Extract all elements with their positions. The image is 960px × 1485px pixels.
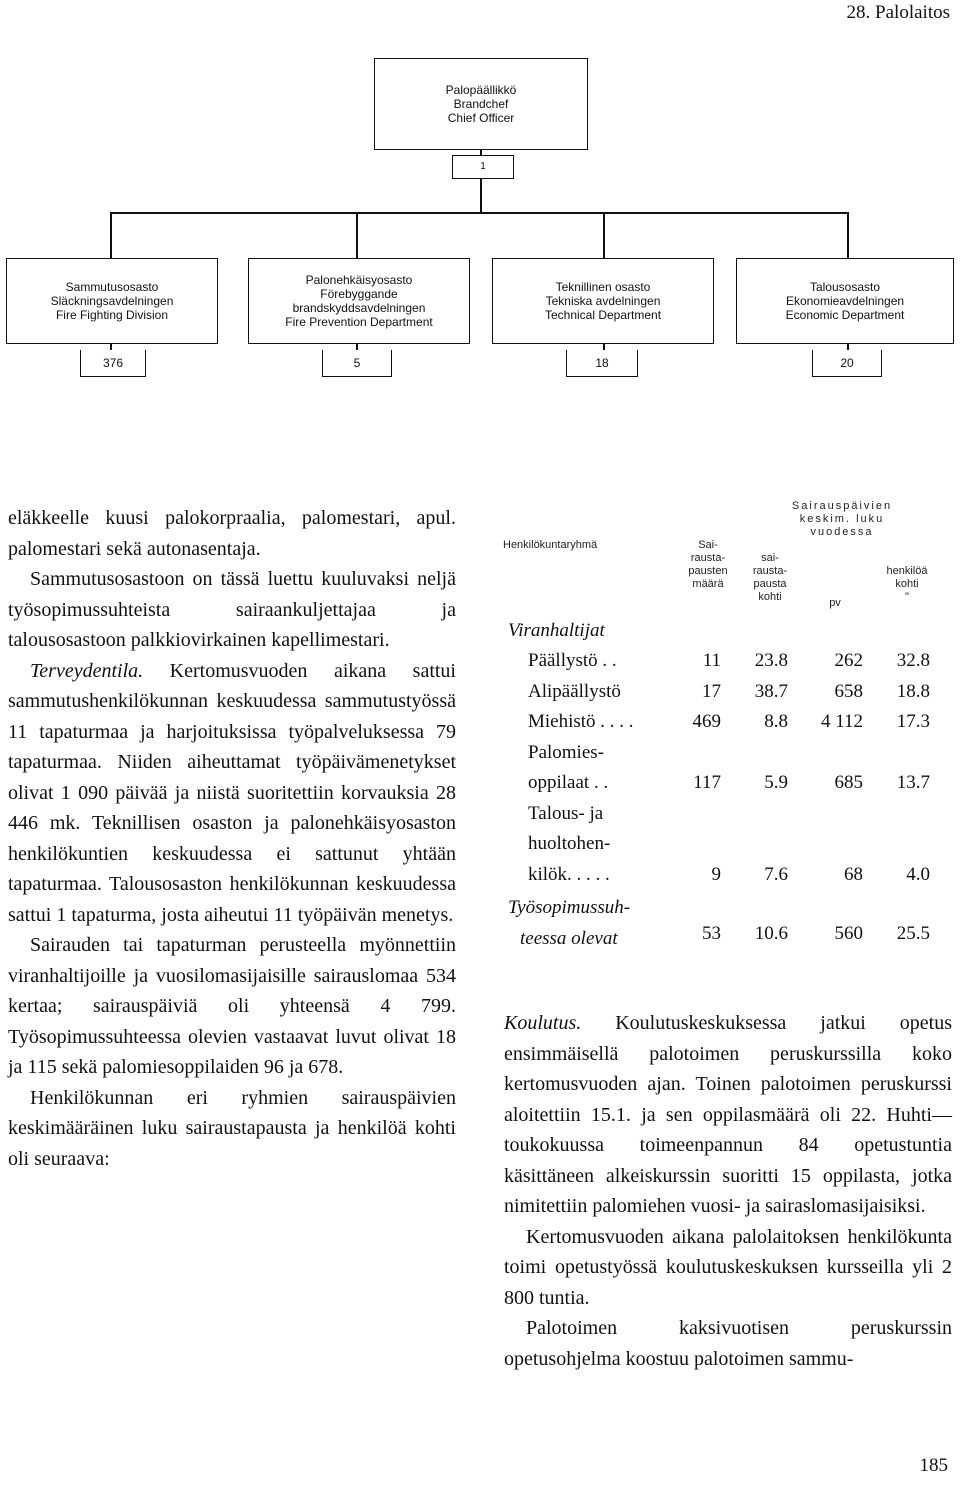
cell-per-case: 23.8 [754, 650, 788, 671]
health-body: Kertomusvuoden aikana sattui sammutushenkilökunnan keskuudessa sammutustyössä 11 tapaturmaa ja harjoituksissa työpalveluksessa 79 tapaturmaa. Niiden aiheuttamat työpäivämenetykset olivat 1 090 päivää ja niistä suoritettiin korvauksia 28 446 mk. Teknillisen osaston ja palonehkäisyosaston henkilökuntien keskuudessa ei sattunut yhtään tapaturmaa. Talousosaston henkilökunnan keskuudessa sattui 1 tapaturma, josta aiheutui 11 työpäivän menetys. [8, 659, 456, 926]
paragraph-sick-leave: Sairauden tai tapaturman perusteella myönnettiin viranhaltijoille ja vuosilomasijaisille sairauslomaa 534 kertaa; sairauspäiviä oli yhteensä 4 799. Työsopimussuhteessa olevien vastaavat luvut olivat 18 ja 115 sekä palomiesoppilaiden 96 ja 678. [8, 934, 456, 1078]
cell-pv: 685 [834, 772, 863, 793]
page-number: 185 [919, 1455, 948, 1476]
cell-label: kilök. . . . . [528, 863, 610, 885]
table-row [0, 833, 960, 863]
group-header-line3: vuodessa [810, 526, 874, 538]
dept-economic [736, 258, 954, 344]
col-cases-line1: Sai- [698, 539, 718, 551]
dept-name-fi: Sammutusosasto [65, 280, 159, 294]
paragraph-staff-note: Sammutusosastoon on tässä luettu kuuluvaksi neljä työsopimussuhteista sairaankuljettajaa ja talousosastoon palkkiovirkainen kapellimestari. [8, 568, 456, 651]
col-per-person-line3: " [905, 591, 909, 603]
dept-technical [492, 258, 714, 344]
dept-name-sv: Tekniska avdelningen [545, 294, 661, 308]
col-cases-line4: määrä [692, 578, 724, 590]
group-header-line2: keskim. luku [799, 513, 885, 525]
small-box [452, 155, 514, 179]
section-officials: Viranhaltijat [508, 620, 605, 641]
cell-cases: 17 [702, 680, 721, 702]
cell-label: Talous- ja [528, 802, 604, 824]
group-header-line1: Sairauspäivien [791, 500, 893, 512]
cell-pv: 658 [834, 680, 863, 702]
cell-label: Alipäällystö [528, 680, 621, 702]
heading-training: Koulutus. [504, 1012, 582, 1034]
cell-per-person: 13.7 [896, 772, 930, 793]
cell-per-case: 7.6 [764, 863, 788, 885]
count-value: 376 [102, 356, 124, 370]
paragraph-retirement: eläkkeelle kuusi palokorpraalia, palomestari, apul. palomestari sekä autonasentaja. [8, 507, 456, 560]
training-body: Koulutuskeskuksessa jatkui opetus ensimmäisellä palotoimen peruskurssilla koko kertomusvuoden ajan. Toinen palotoimen peruskurssi aloitettiin 15.1. ja sen oppilasmäärä oli 22. Huhti—toukokuussa toimeenpannun 84 opetustuntia käsittäneen alkeiskurssin suoritti 15 oppilasta, jotka nimitettiin palomiehen vuosi- ja sairaslomasijaisiksi. [504, 1012, 952, 1217]
col-cases-line3: pausten [688, 565, 728, 577]
count-fire-prevention [322, 350, 392, 377]
table-row [0, 772, 960, 802]
table-row [0, 864, 960, 894]
cell-label: huoltohen- [528, 833, 611, 854]
cell-per-person: 25.5 [896, 923, 930, 944]
paragraph-curriculum: Palotoimen kaksivuotisen peruskurssin opetusohjelma koostuu palotoimen sammu- [504, 1317, 952, 1370]
table-row [0, 742, 960, 772]
paragraph-table-intro: Henkilökunnan eri ryhmien sairauspäivien keskimääräinen luku sairaustapausta ja henkilöä kohti oli seuraava: [8, 1086, 456, 1170]
dept-name-en: Fire Fighting Division [55, 308, 169, 322]
cell-cases: 9 [711, 863, 721, 885]
dept-name-en: Fire Prevention Department [285, 315, 433, 329]
chief-title-en: Chief Officer [447, 111, 515, 125]
cell-cases: 53 [702, 923, 721, 944]
dept-name-en: Technical Department [544, 308, 662, 322]
dept-name-en: Economic Department [785, 308, 905, 322]
dept-name-sv-2: brandskyddsavdelningen [292, 301, 426, 315]
paragraph-teaching: Kertomusvuoden aikana palolaitoksen henkilökunta toimi opetustyössä koulutuskeskuksen kursseilla yli 2 800 tuntia. [504, 1225, 952, 1309]
cell-per-person: 17.3 [896, 711, 930, 732]
chief-box [374, 58, 588, 150]
table-row [0, 681, 960, 711]
cell-label: oppilaat . . [528, 772, 609, 793]
dept-name-sv: Förebyggande [320, 287, 398, 301]
cell-per-case: 10.6 [754, 923, 788, 944]
col-per-case-line2: rausta- [752, 565, 788, 577]
count-technical [566, 350, 638, 377]
col-header-per-person [872, 565, 942, 604]
cell-per-person: 18.8 [896, 680, 930, 702]
count-value: 5 [353, 356, 361, 370]
cell-per-person: 4.0 [906, 863, 930, 885]
heading-health: Terveydentila. [30, 659, 144, 682]
page-header: 28. Palolaitos [846, 2, 950, 23]
col-per-case-line3: pausta [753, 578, 787, 590]
chief-title-fi: Palopäällikkö [445, 83, 517, 97]
table-group-header [752, 500, 932, 539]
count-value: 18 [595, 356, 609, 370]
dept-name-sv: Ekonomieavdelningen [785, 294, 905, 308]
section-contract-line2: teessa olevat [520, 928, 618, 949]
col-header-cases [678, 539, 738, 591]
count-fire-fighting [80, 350, 146, 377]
cell-label: Palomies- [528, 741, 604, 763]
section-contract-line1: Työsopimussuh- [508, 897, 631, 918]
cell-per-case: 5.9 [764, 772, 788, 793]
dept-name-fi: Palonehkäisyosasto [305, 273, 413, 287]
count-economic [812, 350, 882, 377]
table-row [0, 711, 960, 741]
cell-cases: 469 [692, 711, 721, 732]
table-row-contract [0, 923, 960, 953]
cell-per-case: 8.8 [764, 711, 788, 732]
dept-name-fi: Talousosasto [809, 280, 881, 294]
dept-fire-fighting [6, 258, 218, 344]
dept-name-sv: Släckningsavdelningen [50, 294, 174, 308]
chief-title-sv: Brandchef [453, 97, 509, 111]
small-box-label: 1 [480, 161, 486, 172]
cell-pv: 560 [834, 923, 863, 944]
col-per-person-line1: henkilöä [886, 565, 928, 577]
col-per-person-line2: kohti [895, 578, 919, 590]
col-per-case-line4: kohti [758, 591, 782, 603]
cell-per-person: 32.8 [896, 650, 930, 671]
cell-pv: 4 112 [820, 711, 863, 732]
cell-pv: 68 [844, 863, 863, 885]
table-row [0, 650, 960, 680]
dept-name-fi: Teknillinen osasto [555, 280, 651, 294]
col-header-group: Henkilökuntaryhmä [503, 539, 598, 551]
cell-label: Päällystö . . [528, 650, 617, 671]
right-column [504, 1008, 952, 1374]
dept-fire-prevention [248, 258, 470, 344]
col-per-case-line1: sai- [761, 552, 779, 564]
cell-pv: 262 [834, 650, 863, 671]
col-header-pv: pv [829, 597, 841, 609]
cell-cases: 117 [693, 772, 721, 793]
count-value: 20 [840, 356, 854, 370]
cell-per-case: 38.7 [754, 680, 788, 702]
col-header-per-case [740, 552, 800, 604]
table-row [0, 803, 960, 833]
cell-label: Miehistö . . . . [528, 711, 634, 732]
paragraph-training [504, 1008, 952, 1222]
col-cases-line2: rausta- [690, 552, 726, 564]
cell-cases: 11 [702, 650, 721, 671]
